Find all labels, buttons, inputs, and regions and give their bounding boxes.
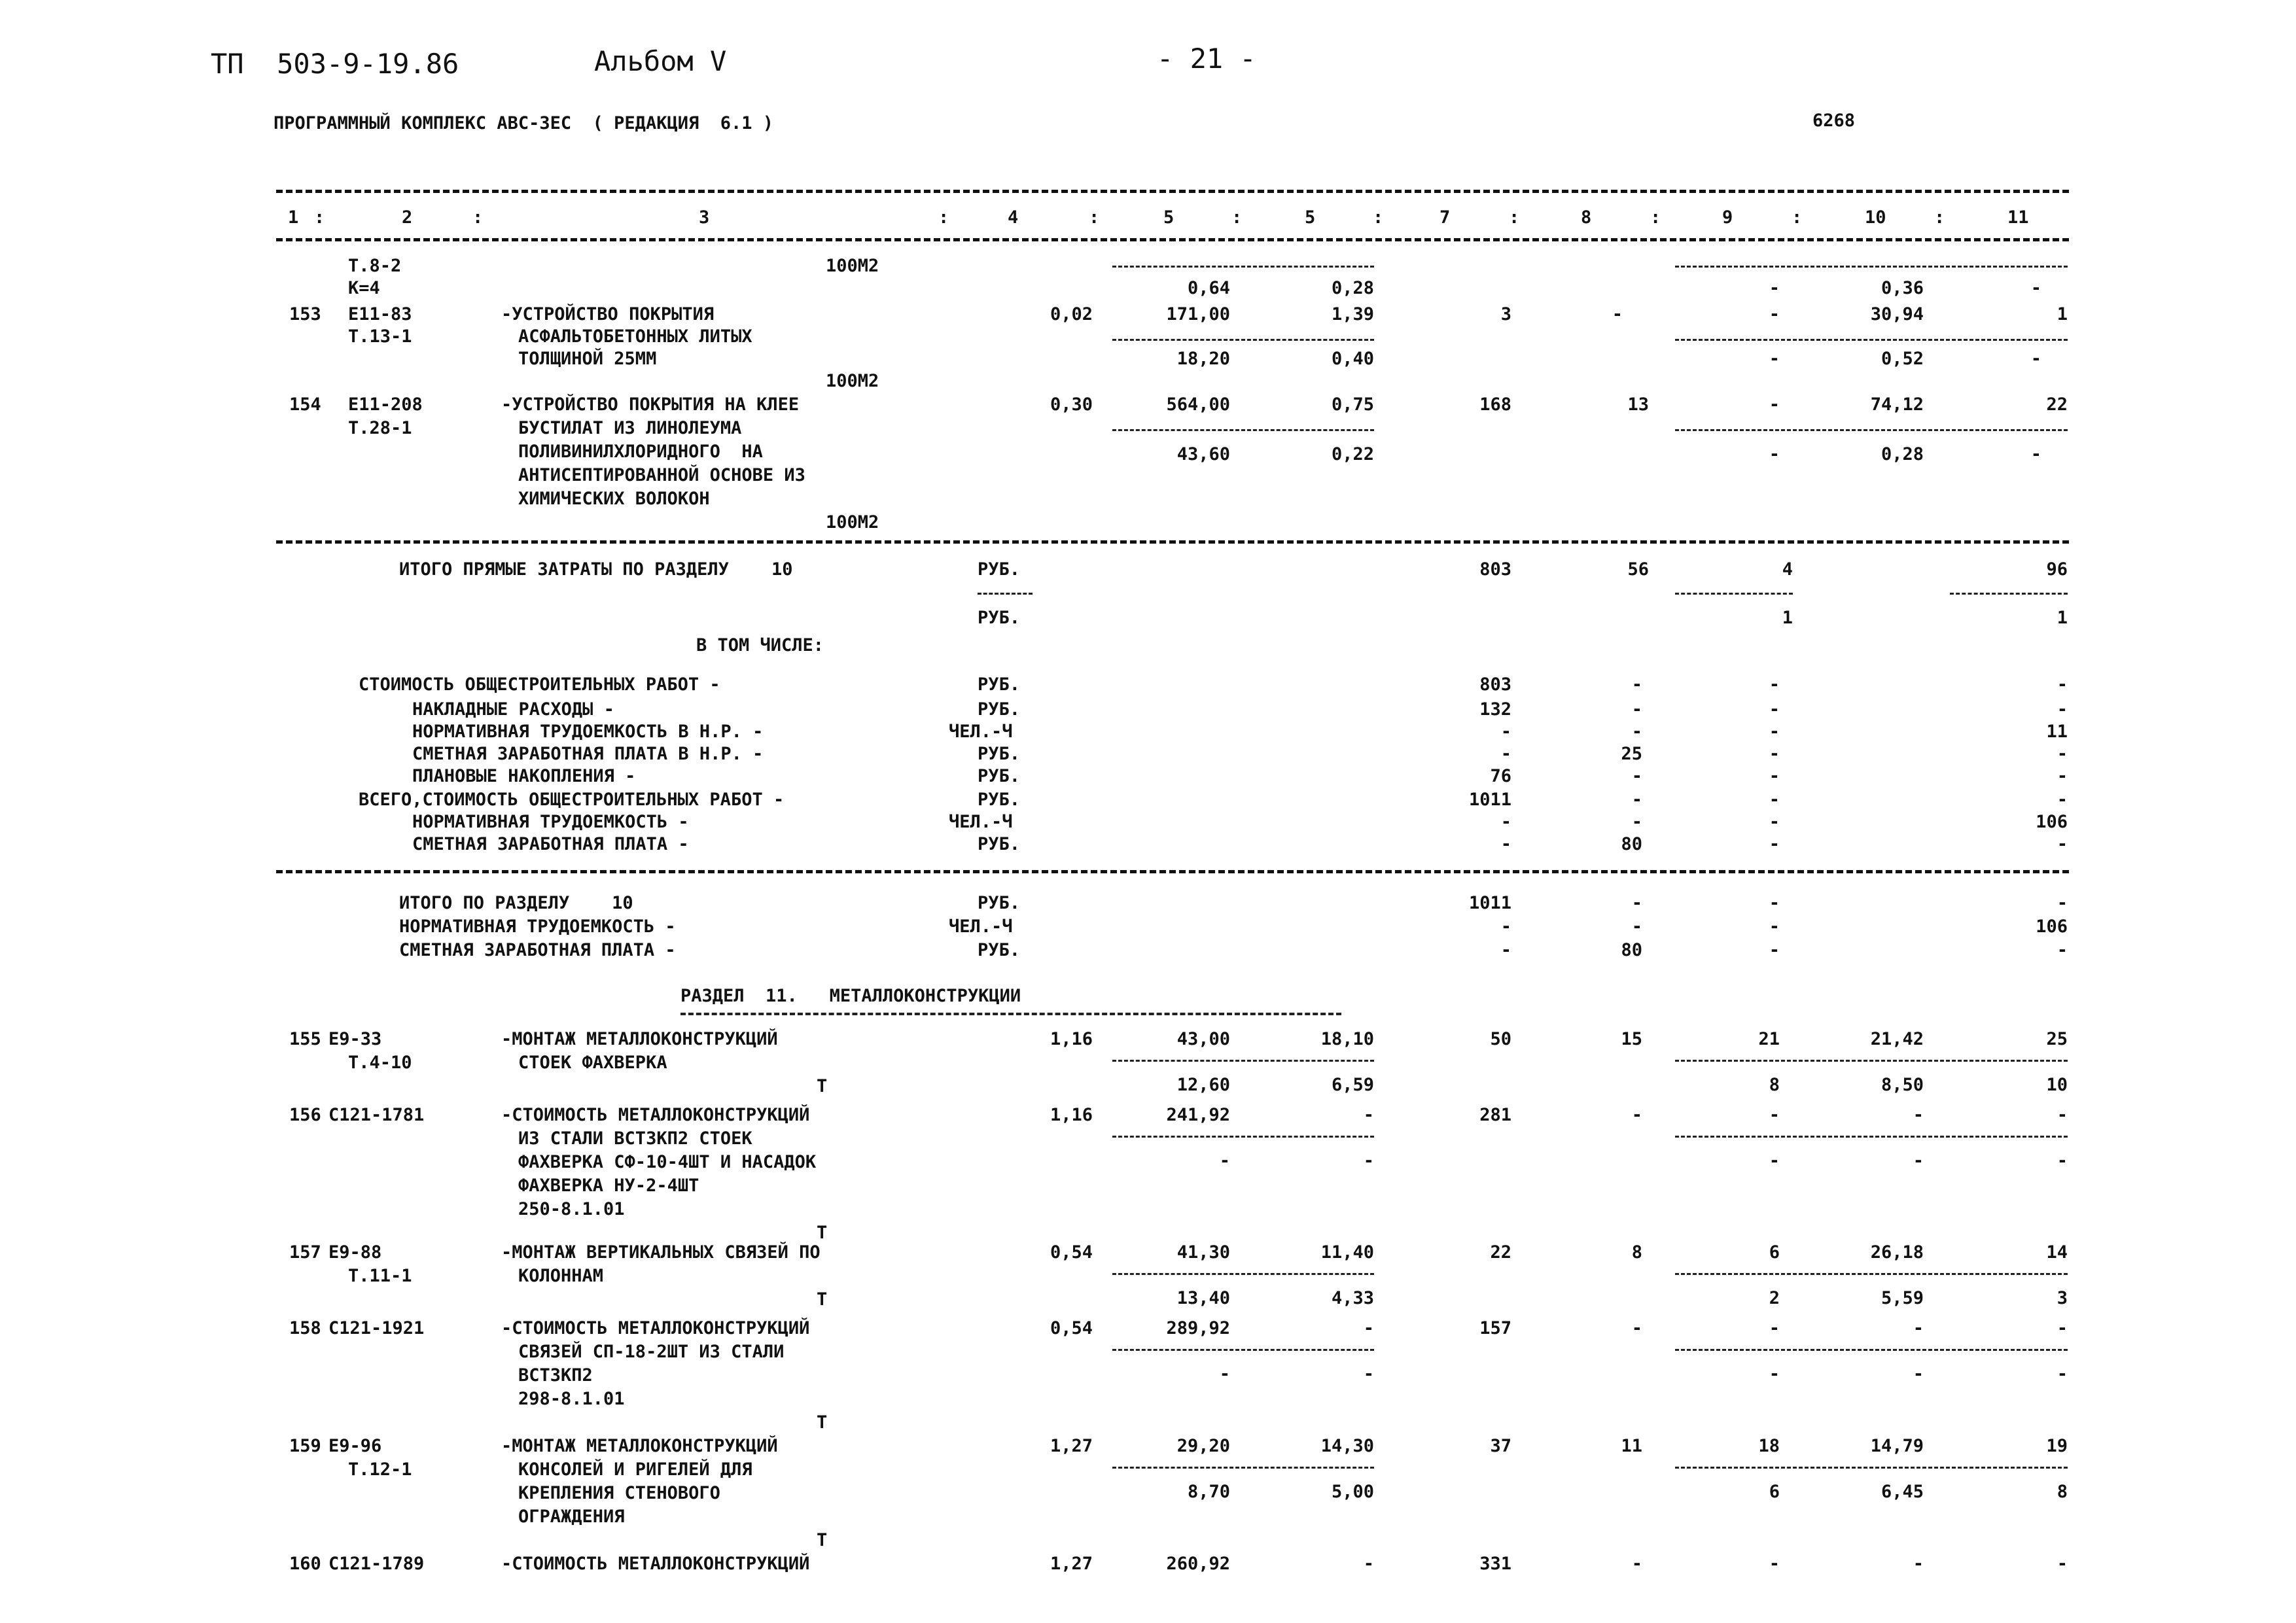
cell: - [1769, 699, 1780, 720]
cell: 6 [1769, 1242, 1780, 1263]
cell: 13 [1627, 394, 1649, 415]
cell: - [1631, 1318, 1642, 1338]
cell: 8,50 [1881, 1075, 1924, 1095]
cell: - [1913, 1364, 1924, 1384]
sub-rule [1675, 593, 1793, 595]
cell: - [1363, 1554, 1374, 1574]
cell: - [1769, 722, 1780, 742]
row-number: 157 [289, 1242, 321, 1263]
col-separator: : [1089, 207, 1100, 228]
cell: 76 [1490, 766, 1511, 786]
row-description: ТОЛЩИНОЙ 25ММ [518, 349, 657, 369]
cell: - [1769, 916, 1780, 937]
cell: 14 [2046, 1242, 2068, 1263]
cell: 8 [2057, 1482, 2068, 1502]
row-description: 298-8.1.01 [518, 1389, 625, 1409]
cell: - [1363, 1105, 1374, 1125]
cell: - [1631, 699, 1642, 720]
summary-label: НОРМАТИВНАЯ ТРУДОЕМКОСТЬ В Н.Р. - [412, 722, 764, 742]
row-description: -МОНТАЖ МЕТАЛЛОКОНСТРУКЦИЙ [501, 1436, 778, 1456]
cell: 56 [1627, 559, 1649, 580]
cell: 0,52 [1881, 349, 1924, 369]
cell: 6 [1769, 1482, 1780, 1502]
row-description: -МОНТАЖ ВЕРТИКАЛЬНЫХ СВЯЗЕЙ ПО [501, 1242, 821, 1263]
cell: - [1769, 1318, 1780, 1338]
cell: - [1769, 349, 1780, 369]
cell: 1 [2057, 304, 2068, 324]
summary-unit: ЧЕЛ.-Ч [949, 812, 1013, 832]
summary-unit: РУБ. [978, 834, 1021, 854]
sub-rule [978, 593, 1033, 595]
cell: 171,00 [1166, 304, 1230, 324]
rule [1675, 1349, 2068, 1351]
cell: 96 [2046, 559, 2068, 580]
cell: 74,12 [1870, 394, 1924, 415]
cell: - [1769, 893, 1780, 913]
sub-rule [1950, 593, 2068, 595]
cell: 0,36 [1881, 278, 1924, 298]
cell: - [2057, 744, 2068, 764]
cell: 8 [1631, 1242, 1642, 1263]
section-total-label: ИТОГО ПО РАЗДЕЛУ 10 [399, 893, 633, 913]
rule [1112, 1349, 1374, 1351]
row-unit: 100М2 [826, 512, 879, 532]
cell: - [1500, 812, 1511, 832]
cell: 6,45 [1881, 1482, 1924, 1502]
cell: 0,75 [1331, 394, 1374, 415]
cell: 10 [2046, 1075, 2068, 1095]
cell: 132 [1479, 699, 1511, 720]
row-code: Е11-208 [348, 394, 423, 415]
cell: 6,59 [1331, 1075, 1374, 1095]
cell: - [2057, 1151, 2068, 1171]
cell: - [1769, 304, 1780, 324]
cell: 43,60 [1176, 444, 1230, 464]
cell: - [1363, 1318, 1374, 1338]
section-rule [276, 540, 2069, 544]
row-number: 153 [289, 304, 321, 324]
row-code: К=4 [348, 278, 380, 298]
cell: - [2057, 790, 2068, 810]
cell: 13,40 [1176, 1288, 1230, 1308]
cell: 25 [2046, 1029, 2068, 1049]
cell: 22 [1490, 1242, 1511, 1263]
cell: 106 [2036, 812, 2068, 832]
cell: - [1500, 940, 1511, 960]
row-description: СТОЕК ФАХВЕРКА [518, 1053, 667, 1073]
cell: 0,54 [1050, 1318, 1093, 1338]
summary-unit: РУБ. [978, 766, 1021, 786]
summary-unit: ЧЕЛ.-Ч [949, 722, 1013, 742]
cell: - [1500, 916, 1511, 937]
cell: 564,00 [1166, 394, 1230, 415]
row-code: Т.4-10 [348, 1053, 412, 1073]
cell: 1011 [1468, 790, 1511, 810]
cell: 260,92 [1166, 1554, 1230, 1574]
cell: 12,60 [1176, 1075, 1230, 1095]
row-code: С121-1781 [328, 1105, 425, 1125]
section-total-unit: ЧЕЛ.-Ч [949, 916, 1013, 937]
document-code: ТП 503-9-19.86 [211, 48, 459, 80]
row-code: Т.11-1 [348, 1266, 412, 1286]
album-label: Альбом V [594, 45, 727, 77]
sub-rule [1112, 429, 1374, 431]
row-description: ИЗ СТАЛИ ВСТЗКП2 СТОЕК [518, 1128, 752, 1149]
cell: - [1769, 834, 1780, 854]
sub-rule [1112, 339, 1374, 341]
sub-rule [1675, 339, 2068, 341]
summary-unit: РУБ. [978, 744, 1021, 764]
cell: - [1500, 834, 1511, 854]
cell: 1,16 [1050, 1029, 1093, 1049]
summary-label: НАКЛАДНЫЕ РАСХОДЫ - [412, 699, 614, 720]
row-number: 156 [289, 1105, 321, 1125]
rule [1675, 1467, 2068, 1469]
rule [1112, 1467, 1374, 1469]
col-header-7: 7 [1439, 207, 1451, 228]
cell: - [1769, 744, 1780, 764]
row-number: 160 [289, 1554, 321, 1574]
cell: - [1631, 790, 1642, 810]
row-number: 154 [289, 394, 321, 415]
col-header-1: 1 [288, 207, 299, 228]
cell: 0,64 [1187, 278, 1230, 298]
cell: - [1769, 444, 1780, 464]
cell: 3 [1500, 304, 1511, 324]
col-separator: : [314, 207, 325, 228]
col-header-9: 9 [1722, 207, 1733, 228]
program-line: ПРОГРАММНЫЙ КОМПЛЕКС АВС-3ЕС ( РЕДАКЦИЯ 6.1 ) [274, 113, 774, 133]
cell: 2 [1769, 1288, 1780, 1308]
cell: - [1500, 722, 1511, 742]
row-description: АСФАЛЬТОБЕТОННЫХ ЛИТЫХ [518, 326, 752, 347]
cell: - [1631, 674, 1642, 695]
row-description: -УСТРОЙСТВО ПОКРЫТИЯ НА КЛЕЕ [501, 394, 800, 415]
cell: 1,27 [1050, 1436, 1093, 1456]
row-unit: Т [817, 1530, 828, 1550]
cell: - [1769, 1364, 1780, 1384]
sub-rule [1112, 266, 1374, 268]
rule [1675, 1136, 2068, 1138]
row-unit: Т [817, 1223, 828, 1243]
summary-label: ПЛАНОВЫЕ НАКОПЛЕНИЯ - [412, 766, 636, 786]
cell: 21 [1758, 1029, 1780, 1049]
row-code: Т.8-2 [348, 256, 402, 276]
cell: - [1769, 1151, 1780, 1171]
rule [1112, 1136, 1374, 1138]
cell: - [1769, 1105, 1780, 1125]
row-description: 250-8.1.01 [518, 1199, 625, 1219]
including-label: В ТОМ ЧИСЛЕ: [696, 635, 824, 655]
col-separator: : [938, 207, 949, 228]
row-code: Т.28-1 [348, 418, 412, 438]
document-number: 6268 [1812, 111, 1856, 131]
cell: 106 [2036, 916, 2068, 937]
cell: 241,92 [1166, 1105, 1230, 1125]
cell: - [1500, 744, 1511, 764]
header-bottom-rule [276, 238, 2069, 241]
cell: - [1631, 766, 1642, 786]
cell: - [1631, 1105, 1642, 1125]
col-separator: : [1792, 207, 1803, 228]
summary-label: ВСЕГО,СТОИМОСТЬ ОБЩЕСТРОИТЕЛЬНЫХ РАБОТ - [359, 790, 785, 810]
cell: - [2030, 349, 2041, 369]
cell: 37 [1490, 1436, 1511, 1456]
cell: - [1631, 916, 1642, 937]
section-total-label: СМЕТНАЯ ЗАРАБОТНАЯ ПЛАТА - [399, 940, 676, 960]
cell: - [2057, 834, 2068, 854]
cell: 18 [1758, 1436, 1780, 1456]
row-unit: Т [817, 1076, 828, 1096]
summary-unit: РУБ. [978, 699, 1021, 720]
cell: 14,30 [1320, 1436, 1374, 1456]
table-top-rule [276, 190, 2069, 193]
cell: - [1631, 1554, 1642, 1574]
cell: - [1913, 1554, 1924, 1574]
cell: 18,20 [1176, 349, 1230, 369]
cell: 0,54 [1050, 1242, 1093, 1263]
cell: 43,00 [1176, 1029, 1230, 1049]
cell: - [1631, 812, 1642, 832]
cell: 11 [1621, 1436, 1642, 1456]
row-unit: 100М2 [826, 256, 879, 276]
cell: 0,02 [1050, 304, 1093, 324]
row-description: КОНСОЛЕЙ И РИГЕЛЕЙ ДЛЯ [518, 1459, 752, 1480]
row-description: ОГРАЖДЕНИЯ [518, 1507, 625, 1527]
cell: - [1612, 304, 1623, 324]
cell: - [1769, 278, 1780, 298]
cell: 1 [2057, 608, 2068, 628]
row-description: СВЯЗЕЙ СП-18-2ШТ ИЗ СТАЛИ [518, 1342, 785, 1362]
cell: - [1769, 790, 1780, 810]
summary-label: СМЕТНАЯ ЗАРАБОТНАЯ ПЛАТА В Н.Р. - [412, 744, 764, 764]
rule [1675, 1060, 2068, 1062]
col-header-10: 10 [1865, 207, 1886, 228]
cell: 1 [1782, 608, 1793, 628]
row-code: С121-1921 [328, 1318, 425, 1338]
cell: 25 [1621, 744, 1642, 764]
cell: - [1631, 722, 1642, 742]
cell: - [1913, 1318, 1924, 1338]
row-description: ХИМИЧЕСКИХ ВОЛОКОН [518, 489, 710, 509]
cell: 803 [1479, 559, 1511, 580]
cell: 157 [1479, 1318, 1511, 1338]
title-underline [680, 1013, 1341, 1015]
cell: 11 [2046, 722, 2068, 742]
col-separator: : [1509, 207, 1520, 228]
cell: 0,28 [1881, 444, 1924, 464]
cell: - [1769, 674, 1780, 695]
cell: - [2057, 1105, 2068, 1125]
row-code: Т.13-1 [348, 326, 412, 347]
row-description: -СТОИМОСТЬ МЕТАЛЛОКОНСТРУКЦИЙ [501, 1554, 810, 1574]
cell: 281 [1479, 1105, 1511, 1125]
col-separator: : [1650, 207, 1661, 228]
cell: - [1913, 1105, 1924, 1125]
cell: 30,94 [1870, 304, 1924, 324]
cell: - [1769, 766, 1780, 786]
col-header-8: 8 [1581, 207, 1592, 228]
row-number: 155 [289, 1029, 321, 1049]
cell: 5,00 [1331, 1482, 1374, 1502]
summary-label: СТОИМОСТЬ ОБЩЕСТРОИТЕЛЬНЫХ РАБОТ - [359, 674, 720, 695]
cell: 0,28 [1331, 278, 1374, 298]
cell: 3 [2057, 1288, 2068, 1308]
summary-unit: РУБ. [978, 674, 1021, 695]
cell: 1,39 [1331, 304, 1374, 324]
row-code: Е9-33 [328, 1029, 382, 1049]
cell: 22 [2046, 394, 2068, 415]
cell: 14,79 [1870, 1436, 1924, 1456]
col-header-5: 5 [1163, 207, 1174, 228]
cell: - [1363, 1364, 1374, 1384]
cell: 0,40 [1331, 349, 1374, 369]
row-description: АНТИСЕПТИРОВАННОЙ ОСНОВЕ ИЗ [518, 465, 805, 485]
col-header-4: 4 [1008, 207, 1019, 228]
cell: - [1769, 940, 1780, 960]
row-code: Е9-96 [328, 1436, 382, 1456]
row-number: 158 [289, 1318, 321, 1338]
cell: - [2030, 278, 2041, 298]
cell: - [1769, 1554, 1780, 1574]
row-description: -СТОИМОСТЬ МЕТАЛЛОКОНСТРУКЦИЙ [501, 1318, 810, 1338]
cell: 80 [1621, 940, 1642, 960]
section-11-title: РАЗДЕЛ 11. МЕТАЛЛОКОНСТРУКЦИИ [680, 986, 1021, 1006]
cell: - [2057, 674, 2068, 695]
cell: - [2030, 444, 2041, 464]
cell: - [1769, 812, 1780, 832]
cell: 18,10 [1320, 1029, 1374, 1049]
direct-costs-unit: РУБ. [978, 559, 1021, 580]
col-separator: : [472, 207, 484, 228]
cell: - [2057, 1364, 2068, 1384]
row-code: Е9-88 [328, 1242, 382, 1263]
cell: 0,30 [1050, 394, 1093, 415]
col-separator: : [1231, 207, 1243, 228]
row-description: КРЕПЛЕНИЯ СТЕНОВОГО [518, 1483, 720, 1503]
cell: 1,16 [1050, 1105, 1093, 1125]
cell: - [2057, 940, 2068, 960]
row-description: -МОНТАЖ МЕТАЛЛОКОНСТРУКЦИЙ [501, 1029, 778, 1049]
col-header-11: 11 [2007, 207, 2029, 228]
row-description: КОЛОННАМ [518, 1266, 604, 1286]
summary-label: СМЕТНАЯ ЗАРАБОТНАЯ ПЛАТА - [412, 834, 689, 854]
direct-costs-unit: РУБ. [978, 608, 1021, 628]
row-unit: Т [817, 1289, 828, 1310]
row-description: БУСТИЛАТ ИЗ ЛИНОЛЕУМА [518, 418, 742, 438]
section-total-unit: РУБ. [978, 940, 1021, 960]
col-header-2: 2 [402, 207, 413, 228]
cell: - [2057, 766, 2068, 786]
cell: - [1913, 1151, 1924, 1171]
cell: 289,92 [1166, 1318, 1230, 1338]
cell: 8,70 [1187, 1482, 1230, 1502]
row-description: ФАХВЕРКА НУ-2-4ШТ [518, 1176, 699, 1196]
cell: 41,30 [1176, 1242, 1230, 1263]
cell: - [1363, 1151, 1374, 1171]
row-number: 159 [289, 1436, 321, 1456]
cell: 8 [1769, 1075, 1780, 1095]
cell: - [1769, 394, 1780, 415]
cell: - [2057, 699, 2068, 720]
row-description: -СТОИМОСТЬ МЕТАЛЛОКОНСТРУКЦИЙ [501, 1105, 810, 1125]
direct-costs-label: ИТОГО ПРЯМЫЕ ЗАТРАТЫ ПО РАЗДЕЛУ 10 [399, 559, 793, 580]
cell: 331 [1479, 1554, 1511, 1574]
summary-label: НОРМАТИВНАЯ ТРУДОЕМКОСТЬ - [412, 812, 689, 832]
rule [276, 870, 2069, 873]
cell: 50 [1490, 1029, 1511, 1049]
col-header-6: 5 [1305, 207, 1316, 228]
rule [1112, 1060, 1374, 1062]
cell: - [1631, 893, 1642, 913]
row-unit: Т [817, 1412, 828, 1433]
cell: - [1219, 1151, 1230, 1171]
cell: 4 [1782, 559, 1793, 580]
rule [1675, 1273, 2068, 1275]
col-separator: : [1373, 207, 1384, 228]
cell: 21,42 [1870, 1029, 1924, 1049]
rule [1112, 1273, 1374, 1275]
page-number: - 21 - [1157, 43, 1256, 75]
cell: - [2057, 1554, 2068, 1574]
cell: 4,33 [1331, 1288, 1374, 1308]
cell: 29,20 [1176, 1436, 1230, 1456]
col-header-3: 3 [699, 207, 710, 228]
cell: - [1219, 1364, 1230, 1384]
row-description: ВСТЗКП2 [518, 1365, 593, 1386]
row-description: ФАХВЕРКА СФ-10-4ШТ И НАСАДОК [518, 1152, 817, 1172]
cell: 1011 [1468, 893, 1511, 913]
cell: 0,22 [1331, 444, 1374, 464]
row-code: Е11-83 [348, 304, 412, 324]
row-code: Т.12-1 [348, 1459, 412, 1480]
cell: - [2057, 1318, 2068, 1338]
cell: - [2057, 893, 2068, 913]
row-code: С121-1789 [328, 1554, 425, 1574]
row-unit: 100М2 [826, 371, 879, 391]
sub-rule [1675, 429, 2068, 431]
cell: 19 [2046, 1436, 2068, 1456]
row-description: -УСТРОЙСТВО ПОКРЫТИЯ [501, 304, 715, 324]
col-separator: : [1934, 207, 1945, 228]
cell: 1,27 [1050, 1554, 1093, 1574]
cell: 11,40 [1320, 1242, 1374, 1263]
cell: 803 [1479, 674, 1511, 695]
row-description: ПОЛИВИНИЛХЛОРИДНОГО НА [518, 442, 763, 462]
cell: 80 [1621, 834, 1642, 854]
section-total-label: НОРМАТИВНАЯ ТРУДОЕМКОСТЬ - [399, 916, 676, 937]
cell: 15 [1621, 1029, 1642, 1049]
cell: 26,18 [1870, 1242, 1924, 1263]
summary-unit: РУБ. [978, 790, 1021, 810]
cell: 5,59 [1881, 1288, 1924, 1308]
sub-rule [1675, 266, 2068, 268]
cell: 168 [1479, 394, 1511, 415]
section-total-unit: РУБ. [978, 893, 1021, 913]
